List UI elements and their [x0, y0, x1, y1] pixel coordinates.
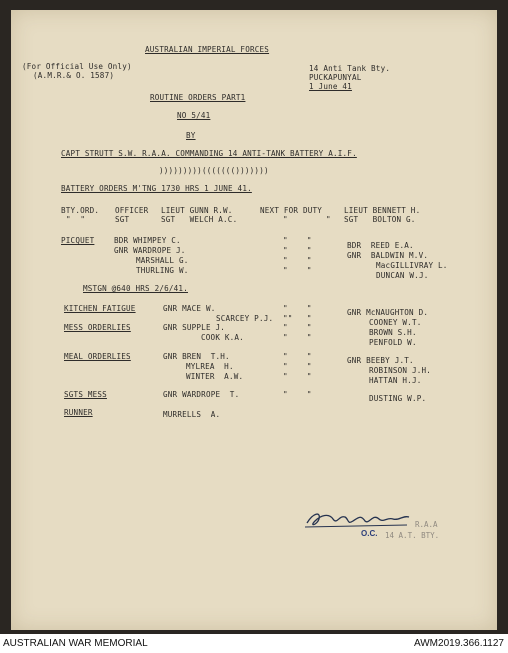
next-for-duty-ditto: " " [283, 215, 331, 224]
unit-name: 14 Anti Tank Bty. [309, 64, 391, 73]
kitchen-name-2: SCARCEY P.J. [216, 314, 274, 323]
picquet-name-1: BDR WHIMPEY C. [114, 236, 181, 245]
picquet-next-1: BDR REED E.A. [347, 241, 414, 250]
picquet-ditto-4: " " [283, 266, 312, 275]
mess-ditto-1: " " [283, 323, 312, 332]
meal-name-3: WINTER A.W. [186, 372, 244, 381]
footer-bar [0, 634, 508, 653]
officer-label: OFFICER [115, 206, 149, 215]
meal-name-1: GNR BREN T.H. [163, 352, 230, 361]
picquet-name-2: GNR WARDROPE J. [114, 246, 186, 255]
stamp-raa: R.A.A [415, 520, 438, 529]
mstgn-line: MSTGN @640 HRS 2/6/41. [83, 284, 188, 293]
runner-name-1: MURRELLS A. [163, 410, 221, 419]
sgts-name-1: GNR WARDROPE T. [163, 390, 240, 399]
meal-next-3: HATTAN H.J. [369, 376, 422, 385]
bty-ord-label: BTY.ORD. [61, 206, 100, 215]
meal-orderlies-label: MEAL ORDERLIES [64, 352, 131, 361]
doc-number: NO 5/41 [177, 111, 211, 120]
sgt-label: SGT [115, 215, 130, 224]
footer-source: AUSTRALIAN WAR MEMORIAL [3, 638, 148, 649]
next-officer: LIEUT BENNETT H. [344, 206, 421, 215]
doc-heading: AUSTRALIAN IMPERIAL FORCES [145, 45, 270, 54]
meal-next-1: GNR BEEBY J.T. [347, 356, 414, 365]
meal-name-2: MYLREA H. [186, 362, 234, 371]
unit-location: PUCKAPUNYAL [309, 73, 362, 82]
duty-officer: LIEUT GUNN R.W. [161, 206, 233, 215]
picquet-ditto-2: " " [283, 246, 312, 255]
next-sgt: SGT BOLTON G. [344, 215, 416, 224]
next-for-duty-label: NEXT FOR DUTY [260, 206, 323, 215]
mess-next-2: PENFOLD W. [369, 338, 417, 347]
mess-name-2: COOK K.A. [201, 333, 244, 342]
mess-name-1: GNR SUPPLE J. [163, 323, 226, 332]
oc-mark: O.C. [361, 529, 378, 538]
picquet-next-3: MacGILLIVRAY L. [376, 261, 448, 270]
doc-title: ROUTINE ORDERS PART1 [150, 93, 246, 102]
meal-ditto-1: " " [283, 352, 312, 361]
official-use-line: (For Official Use Only) [22, 62, 132, 71]
document-page [11, 10, 497, 630]
picquet-next-2: GNR BALDWIN M.V. [347, 251, 429, 260]
picquet-next-4: DUNCAN W.J. [376, 271, 429, 280]
runner-label: RUNNER [64, 408, 93, 417]
picquet-name-4: THURLING W. [136, 266, 189, 275]
kitchen-name-1: GNR MACE W. [163, 304, 216, 313]
battery-orders-line: BATTERY ORDERS M'TNG 1730 HRS 1 JUNE 41. [61, 184, 252, 193]
sgts-ditto-1: " " [283, 390, 312, 399]
picquet-name-3: MARSHALL G. [136, 256, 189, 265]
mess-ditto-2: " " [283, 333, 312, 342]
mess-next-1: BROWN S.H. [369, 328, 417, 337]
meal-next-2: ROBINSON J.H. [369, 366, 432, 375]
sgts-mess-label: SGTS MESS [64, 390, 107, 399]
kitchen-next-1: GNR McNAUGHTON D. [347, 308, 429, 317]
picquet-ditto-3: " " [283, 256, 312, 265]
kitchen-ditto-2: "" " [283, 314, 312, 323]
kitchen-next-2: COONEY W.T. [369, 318, 422, 327]
separator-line: )))))))))((((((())))))) [159, 166, 269, 175]
kitchen-ditto-1: " " [283, 304, 312, 313]
kitchen-fatigue-label: KITCHEN FATIGUE [64, 304, 136, 313]
meal-ditto-3: " " [283, 372, 312, 381]
commanding-officer-line: CAPT STRUTT S.W. R.A.A. COMMANDING 14 ANTI-TANK BATTERY A.I.F. [61, 149, 357, 158]
duty-sgt: SGT WELCH A.C. [161, 215, 238, 224]
footer-accession: AWM2019.366.1127 [413, 638, 504, 649]
picquet-ditto-1: " " [283, 236, 312, 245]
mess-orderlies-label: MESS ORDERLIES [64, 323, 131, 332]
picquet-label: PICQUET [61, 236, 95, 245]
doc-by: BY [186, 131, 196, 140]
unit-date: 1 June 41 [309, 82, 352, 91]
sgts-next-1: DUSTING W.P. [369, 394, 427, 403]
meal-ditto-2: " " [283, 362, 312, 371]
bty-ord-ditto: " " [66, 215, 86, 224]
stamp-battery: 14 A.T. BTY. [385, 531, 440, 540]
official-ref-line: (A.M.R.& O. 1587) [33, 71, 115, 80]
